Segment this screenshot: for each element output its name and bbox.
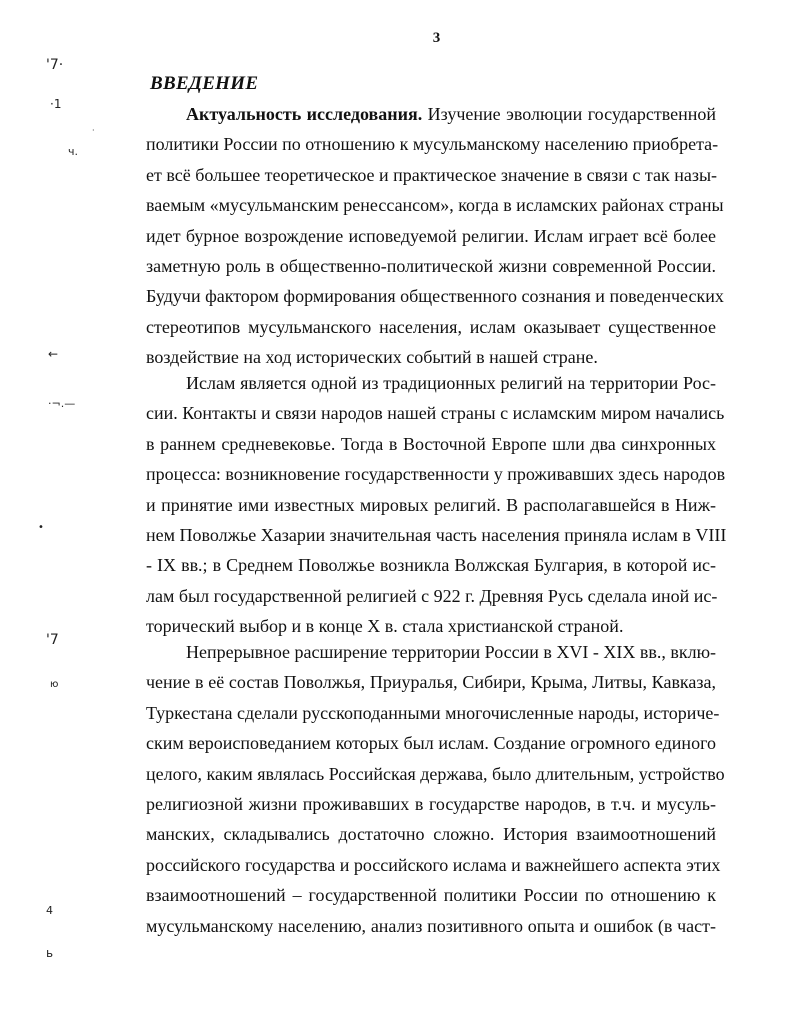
paragraph-line: ваемым «мусульманским ренессансом», когда в исламских районах страны bbox=[146, 195, 724, 216]
paragraph-line: Ислам является одной из традиционных религий на территории Рос- bbox=[186, 373, 716, 393]
paragraph-history bbox=[146, 368, 727, 642]
paragraph-line: Туркестана сделали русскоподанными многочисленные народы, историче- bbox=[146, 702, 720, 723]
paragraph-line: - IX вв.; в Среднем Поволжье возникла Волжская Булгария, в которой ис- bbox=[146, 555, 716, 576]
scan-mark: · bbox=[92, 126, 95, 135]
scan-mark: ю bbox=[50, 679, 59, 690]
paragraph-line: воздействие на ход исторических событий в нашей стране. bbox=[146, 347, 598, 368]
paragraph-expansion bbox=[146, 637, 725, 941]
paragraph-line: торический выбор и в конце X в. стала христианской страной. bbox=[146, 616, 624, 637]
paragraph-line: религиозной жизни проживавших в государстве народов, в т.ч. и мусуль- bbox=[146, 793, 716, 814]
scan-mark: ·¬.— bbox=[48, 397, 76, 410]
paragraph-line: ским вероисповеданием которых был ислам. Создание огромного единого bbox=[146, 733, 716, 754]
paragraph-line: процесса: возникновение государственности у проживавших здесь народов bbox=[146, 464, 726, 485]
scan-mark: '7· bbox=[46, 57, 64, 73]
paragraph-lead: Актуальность исследования. bbox=[186, 104, 423, 124]
paragraph-line: взаимоотношений – государственной политики России по отношению к bbox=[146, 885, 716, 906]
paragraph-line: российского государства и российского ислама и важнейшего аспекта этих bbox=[146, 854, 721, 875]
paragraph-line: сии. Контакты и связи народов нашей страны с исламским миром начались bbox=[146, 403, 725, 424]
paragraph-line: нем Поволжье Хазарии значительная часть населения приняла ислам в VIII bbox=[146, 524, 727, 545]
scan-mark: ← bbox=[48, 347, 59, 361]
paragraph-line: Актуальность исследования. Изучение эволюции государственной bbox=[186, 104, 716, 124]
paragraph-line: ет всё большее теоретическое и практическое значение в связи с так назы- bbox=[146, 164, 718, 185]
paragraph-relevance bbox=[146, 99, 724, 373]
paragraph-line: в раннем средневековье. Тогда в Восточной Европе шли два синхронных bbox=[146, 433, 716, 454]
paragraph-line: целого, каким являлась Российская держава, было длительным, устройство bbox=[146, 763, 725, 784]
scan-mark: ·1 bbox=[50, 97, 62, 111]
paragraph-line: и принятие ими известных мировых религий. В располагавшейся в Ниж- bbox=[146, 494, 716, 515]
scan-mark: 4 bbox=[46, 904, 53, 917]
section-heading: ВВЕДЕНИЕ bbox=[150, 73, 259, 94]
paragraph-line: идет бурное возрождение исповедуемой религии. Ислам играет всё более bbox=[146, 225, 716, 246]
page-number: 3 bbox=[432, 30, 441, 46]
paragraph-line: заметную роль в общественно-политической жизни современной России. bbox=[146, 255, 716, 276]
paragraph-line: мусульманскому населению, анализ позитивного опыта и ошибок (в част- bbox=[146, 915, 716, 936]
paragraph-line: Будучи фактором формирования общественного сознания и поведенческих bbox=[146, 286, 724, 307]
paragraph-line: чение в её состав Поволжья, Приуралья, Сибири, Крыма, Литвы, Кавказа, bbox=[146, 672, 716, 693]
scan-mark: • bbox=[38, 522, 44, 533]
paragraph-line: манских, складывались достаточно сложно. История взаимоотношений bbox=[146, 824, 716, 845]
paragraph-line: политики России по отношению к мусульманскому населению приобрета- bbox=[146, 134, 719, 155]
paragraph-line: лам был государственной религией с 922 г. Древняя Русь сделала иной ис- bbox=[146, 585, 718, 606]
scan-mark: '7 bbox=[46, 632, 59, 648]
scan-mark: ь bbox=[46, 946, 54, 960]
scan-mark: ч. bbox=[68, 145, 78, 158]
paragraph-line: Непрерывное расширение территории России в XVI - XIX вв., вклю- bbox=[186, 642, 717, 662]
paragraph-line: стереотипов мусульманского населения, ислам оказывает существенное bbox=[146, 316, 716, 337]
